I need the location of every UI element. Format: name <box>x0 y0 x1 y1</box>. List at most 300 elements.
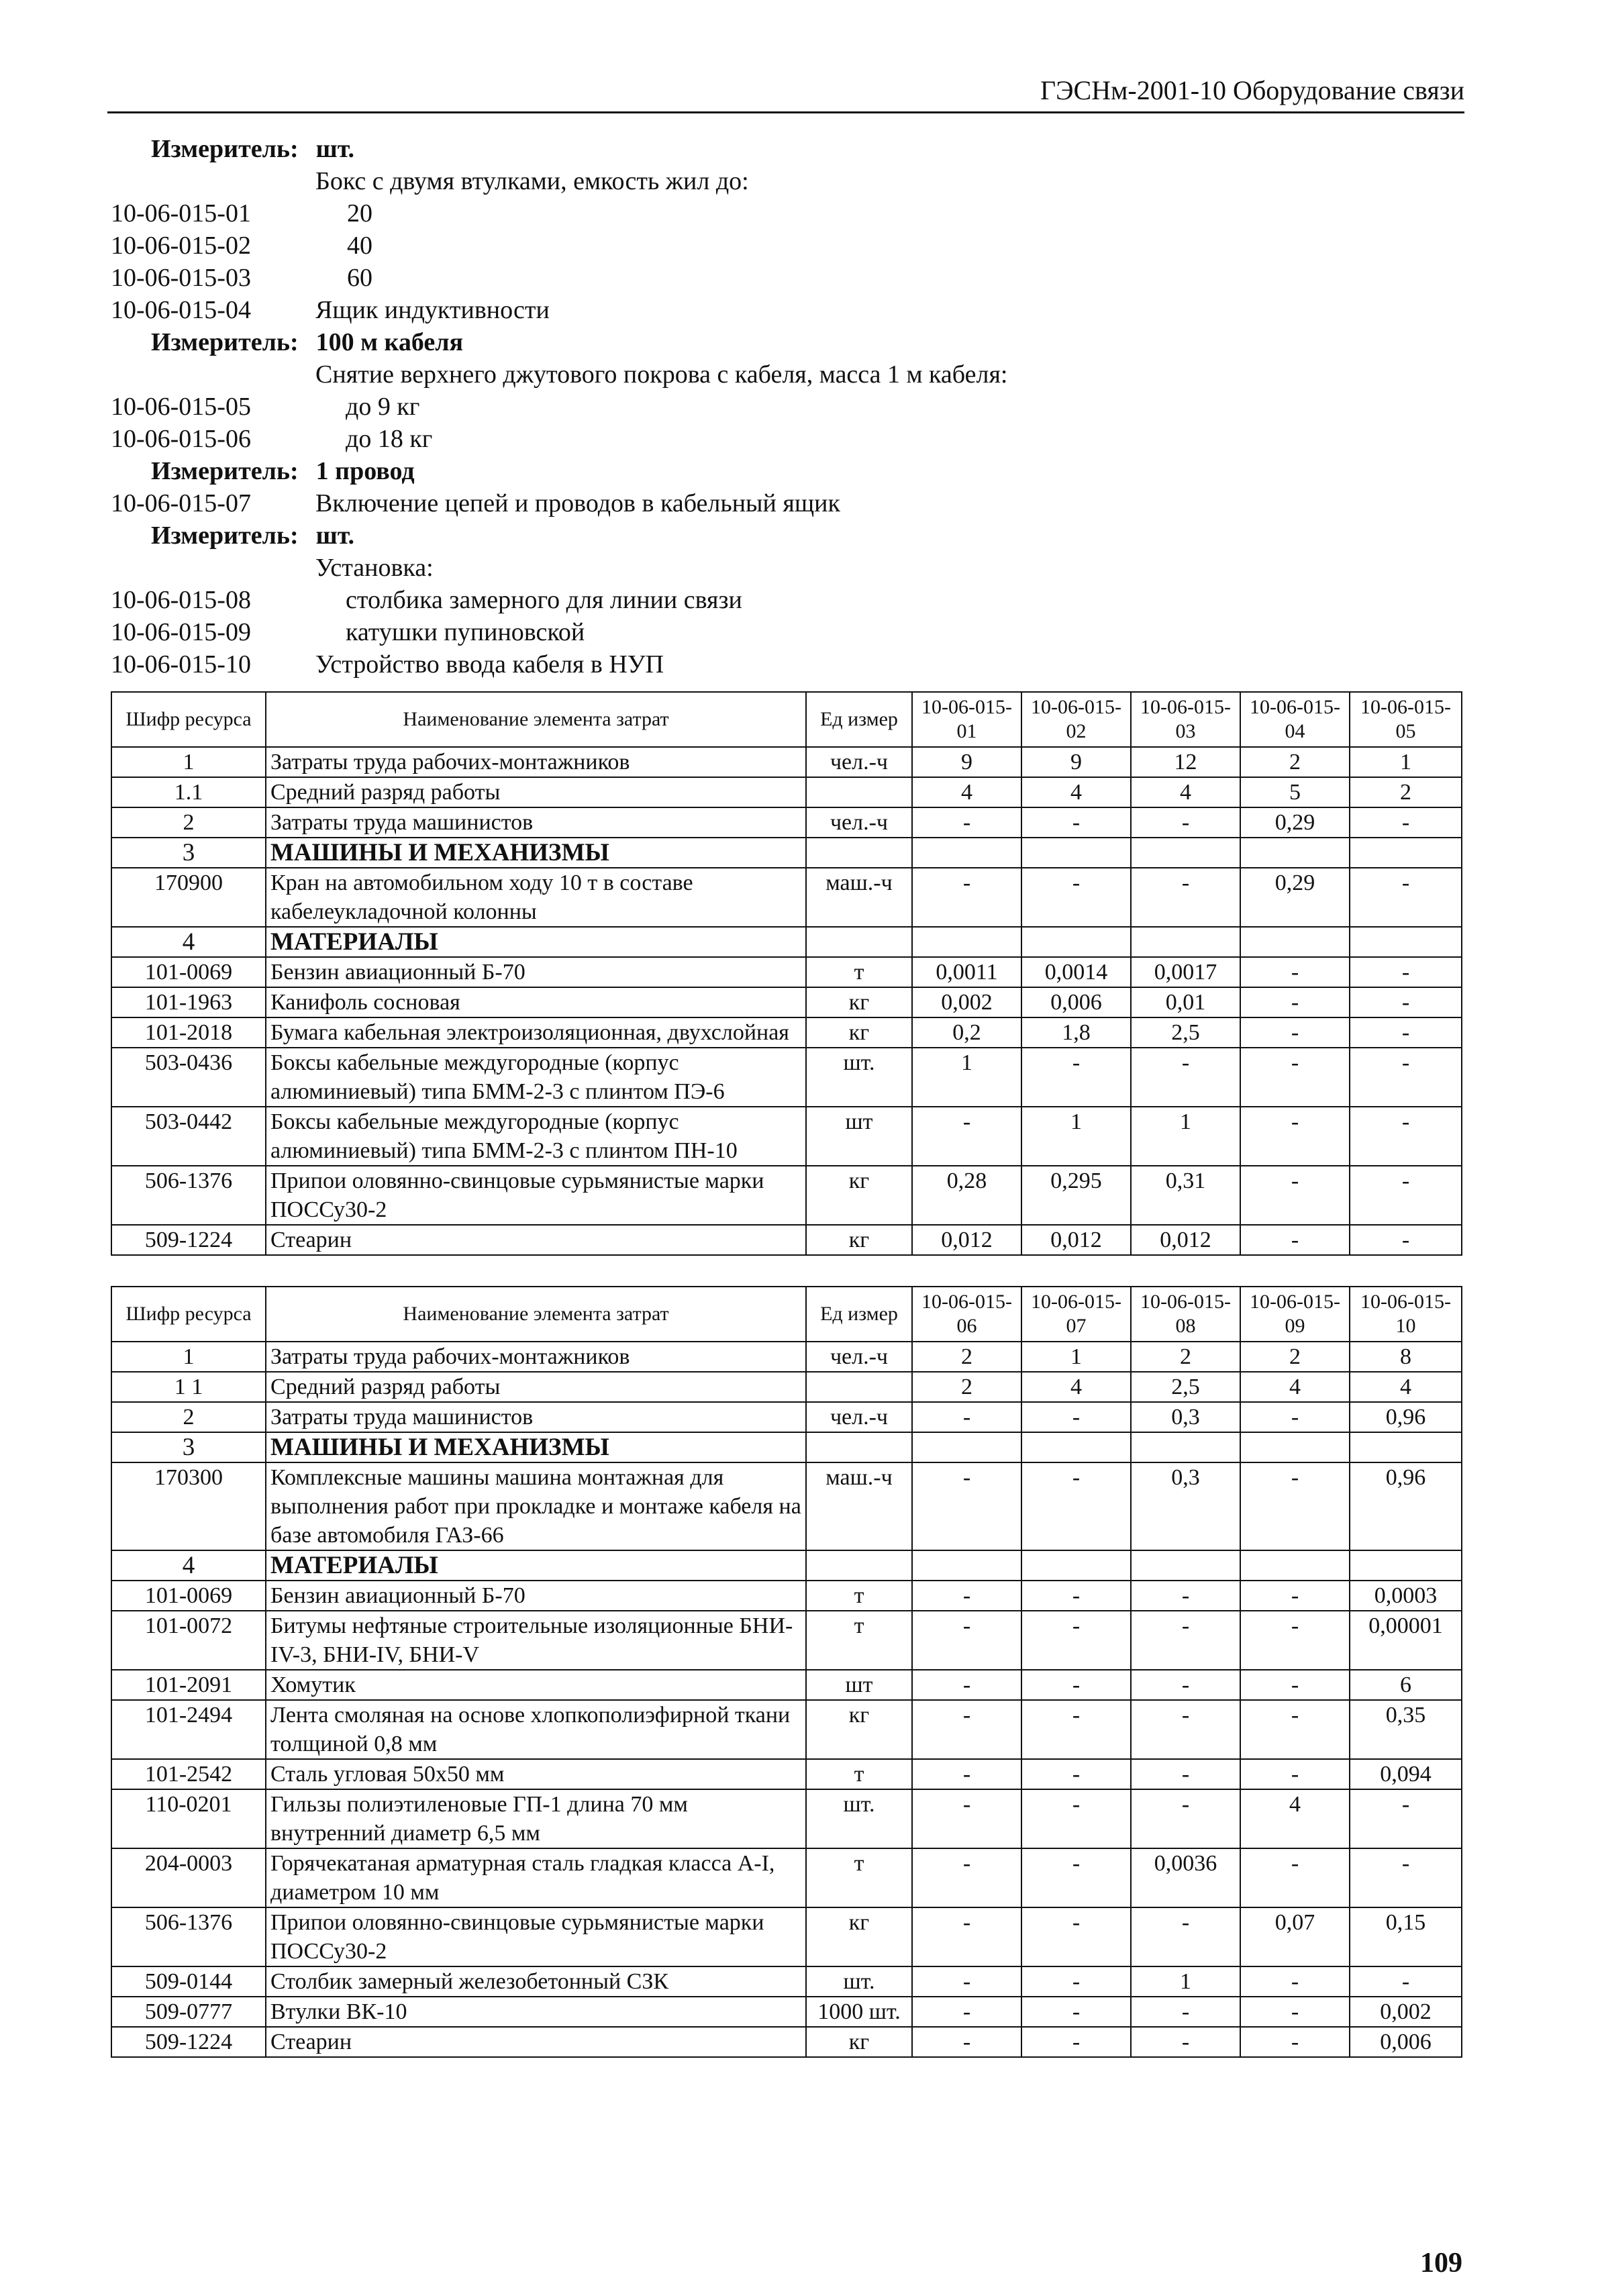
value-cell: 0,002 <box>1350 1997 1462 2027</box>
description-line <box>111 262 1446 294</box>
unit-cell: шт <box>806 1107 912 1166</box>
value-cell: 0,15 <box>1350 1907 1462 1966</box>
resource-name: МАТЕРИАЛЫ <box>266 927 806 957</box>
resource-name: Бензин авиационный Б-70 <box>266 957 806 987</box>
value-cell: 4 <box>1240 1372 1350 1402</box>
table-row <box>111 1166 1462 1225</box>
resource-table-1 <box>111 691 1462 1256</box>
table-header-row <box>111 692 1462 747</box>
value-cell: - <box>1021 1581 1131 1611</box>
unit-cell: чел.-ч <box>806 747 912 777</box>
value-cell: 0,006 <box>1021 987 1131 1017</box>
table-row <box>111 1107 1462 1166</box>
measure-unit-line <box>151 455 415 487</box>
value-cell <box>1021 1432 1131 1462</box>
unit-cell: кг <box>806 1907 912 1966</box>
value-cell: - <box>1350 868 1462 927</box>
value-cell: - <box>1021 1997 1131 2027</box>
value-cell: - <box>912 1966 1021 1997</box>
value-cell: - <box>1131 1611 1240 1670</box>
value-cell: 0,0014 <box>1021 957 1131 987</box>
value-cell <box>1240 927 1350 957</box>
value-cell: - <box>1240 1166 1350 1225</box>
work-code: 10-06-015-03 <box>111 264 251 292</box>
table-row <box>111 1966 1462 1997</box>
value-cell <box>1131 838 1240 868</box>
description-line <box>111 294 1446 326</box>
work-description: 40 <box>347 232 372 260</box>
unit-cell: кг <box>806 987 912 1017</box>
resource-code: 4 <box>111 1550 266 1581</box>
value-cell: - <box>1240 1848 1350 1907</box>
table-header-row <box>111 1287 1462 1342</box>
resource-name: Припои оловянно-свинцовые сурьмянистые марки ПОССу30-2 <box>266 1907 806 1966</box>
value-cell <box>1021 1550 1131 1581</box>
value-cell: 0,00001 <box>1350 1611 1462 1670</box>
description-line <box>111 326 1446 358</box>
value-cell <box>1240 1550 1350 1581</box>
resource-code: 2 <box>111 807 266 838</box>
work-description: столбика замерного для линии связи <box>346 586 742 614</box>
work-description: Бокс с двумя втулками, емкость жил до: <box>315 167 749 195</box>
resource-code: 101-2091 <box>111 1670 266 1700</box>
value-cell <box>1131 1432 1240 1462</box>
measure-label: Измеритель: <box>151 135 299 163</box>
resource-name: Средний разряд работы <box>266 777 806 807</box>
work-description: 20 <box>347 199 372 228</box>
unit-cell <box>806 777 912 807</box>
value-cell: - <box>1021 2027 1131 2057</box>
resource-name: Лента смоляная на основе хлопкополиэфирной ткани толщиной 0,8 мм <box>266 1700 806 1759</box>
table-row <box>111 1048 1462 1107</box>
description-line <box>111 391 1446 423</box>
work-description: 60 <box>347 264 372 292</box>
value-cell: - <box>1131 1789 1240 1848</box>
value-cell: - <box>912 1462 1021 1550</box>
value-cell: 2 <box>1240 1342 1350 1372</box>
resource-code: 170300 <box>111 1462 266 1550</box>
value-cell <box>1350 838 1462 868</box>
value-cell: 1 <box>1131 1107 1240 1166</box>
value-cell: 0,3 <box>1131 1462 1240 1550</box>
table-row <box>111 1017 1462 1048</box>
resource-code: 1 <box>111 747 266 777</box>
value-cell: 5 <box>1240 777 1350 807</box>
resource-name: Втулки ВК-10 <box>266 1997 806 2027</box>
unit-cell: 1000 шт. <box>806 1997 912 2027</box>
work-code: 10-06-015-08 <box>111 586 251 614</box>
unit-cell: чел.-ч <box>806 1402 912 1432</box>
unit-cell: т <box>806 957 912 987</box>
value-cell: - <box>1350 1225 1462 1255</box>
column-header: 10-06-015-06 <box>912 1287 1021 1342</box>
value-cell: - <box>1240 2027 1350 2057</box>
value-cell: 0,0036 <box>1131 1848 1240 1907</box>
value-cell: 0,29 <box>1240 868 1350 927</box>
table-row <box>111 1670 1462 1700</box>
unit-cell <box>806 1372 912 1402</box>
value-cell: - <box>1240 1107 1350 1166</box>
column-header: 10-06-015-04 <box>1240 692 1350 747</box>
value-cell <box>912 1550 1021 1581</box>
value-cell <box>912 927 1021 957</box>
value-cell: - <box>1240 1997 1350 2027</box>
page-number: 109 <box>1420 2248 1462 2279</box>
resource-code: 101-0069 <box>111 957 266 987</box>
unit-cell: шт. <box>806 1966 912 1997</box>
value-cell: 2 <box>1240 747 1350 777</box>
value-cell <box>1350 1550 1462 1581</box>
table-row <box>111 1759 1462 1789</box>
value-cell <box>1240 1432 1350 1462</box>
resource-name: Комплексные машины машина монтажная для выполнения работ при прокладке и монтаже кабеля на базе автомобиля ГАЗ-66 <box>266 1462 806 1550</box>
resource-code: 170900 <box>111 868 266 927</box>
resource-name: Сталь угловая 50х50 мм <box>266 1759 806 1789</box>
table-row <box>111 957 1462 987</box>
value-cell <box>1350 927 1462 957</box>
value-cell: - <box>1021 807 1131 838</box>
value-cell: - <box>1240 1581 1350 1611</box>
section-row <box>111 1432 1462 1462</box>
unit-cell: кг <box>806 1166 912 1225</box>
unit-cell: шт <box>806 1670 912 1700</box>
measure-unit-line <box>151 133 354 165</box>
value-cell: - <box>1021 1759 1131 1789</box>
value-cell: - <box>912 807 1021 838</box>
value-cell: - <box>1131 1581 1240 1611</box>
resource-name: Горячекатаная арматурная сталь гладкая класса А-I, диаметром 10 мм <box>266 1848 806 1907</box>
value-cell: 2,5 <box>1131 1372 1240 1402</box>
value-cell: 0,094 <box>1350 1759 1462 1789</box>
value-cell: - <box>1021 1966 1131 1997</box>
work-description: Включение цепей и проводов в кабельный ящик <box>315 489 840 517</box>
value-cell <box>1021 927 1131 957</box>
value-cell: 0,012 <box>912 1225 1021 1255</box>
column-header: Шифр ресурса <box>111 692 266 747</box>
description-line <box>111 616 1446 648</box>
column-header: 10-06-015-03 <box>1131 692 1240 747</box>
resource-name: Кран на автомобильном ходу 10 т в составе кабелеукладочной колонны <box>266 868 806 927</box>
work-description: Устройство ввода кабеля в НУП <box>315 650 664 679</box>
resource-name: Боксы кабельные междугородные (корпус алюминиевый) типа БММ-2-3 с плинтом ПН-10 <box>266 1107 806 1166</box>
work-code: 10-06-015-01 <box>111 199 251 228</box>
resource-code: 101-2018 <box>111 1017 266 1048</box>
resource-name: Битумы нефтяные строительные изоляционные БНИ-IV-3, БНИ-IV, БНИ-V <box>266 1611 806 1670</box>
value-cell: - <box>1240 1402 1350 1432</box>
section-row <box>111 838 1462 868</box>
value-cell: 0,295 <box>1021 1166 1131 1225</box>
table-row <box>111 868 1462 927</box>
resource-name: Гильзы полиэтиленовые ГП-1 длина 70 мм внутренний диаметр 6,5 мм <box>266 1789 806 1848</box>
resource-code: 509-0777 <box>111 1997 266 2027</box>
value-cell: - <box>912 1670 1021 1700</box>
value-cell: 0,3 <box>1131 1402 1240 1432</box>
work-code: 10-06-015-05 <box>111 393 251 421</box>
value-cell: 2 <box>912 1342 1021 1372</box>
description-line <box>111 648 1446 681</box>
description-line <box>111 584 1446 616</box>
value-cell: 0,96 <box>1350 1402 1462 1432</box>
value-cell: 0,0003 <box>1350 1581 1462 1611</box>
value-cell: - <box>1021 1789 1131 1848</box>
resource-code: 509-0144 <box>111 1966 266 1997</box>
value-cell: - <box>912 2027 1021 2057</box>
value-cell: - <box>1350 1789 1462 1848</box>
description-line <box>111 197 1446 230</box>
value-cell: - <box>1350 1048 1462 1107</box>
value-cell: - <box>1350 1166 1462 1225</box>
work-code: 10-06-015-06 <box>111 425 251 453</box>
description-line <box>111 230 1446 262</box>
value-cell: - <box>912 1907 1021 1966</box>
value-cell: 1,8 <box>1021 1017 1131 1048</box>
work-code: 10-06-015-04 <box>111 296 251 324</box>
value-cell: 1 <box>1021 1342 1131 1372</box>
resource-name: Стеарин <box>266 1225 806 1255</box>
table-row <box>111 1225 1462 1255</box>
value-cell: 6 <box>1350 1670 1462 1700</box>
value-cell: 0,0017 <box>1131 957 1240 987</box>
value-cell: 0,35 <box>1350 1700 1462 1759</box>
value-cell: - <box>1131 1048 1240 1107</box>
table-row <box>111 1402 1462 1432</box>
value-cell: 9 <box>1021 747 1131 777</box>
unit-cell: кг <box>806 1225 912 1255</box>
value-cell: 0,07 <box>1240 1907 1350 1966</box>
column-header: Шифр ресурса <box>111 1287 266 1342</box>
value-cell: 2 <box>1131 1342 1240 1372</box>
value-cell: 4 <box>1350 1372 1462 1402</box>
work-description: Снятие верхнего джутового покрова с кабеля, масса 1 м кабеля: <box>315 360 1008 389</box>
value-cell: - <box>1240 987 1350 1017</box>
value-cell <box>1350 1432 1462 1462</box>
value-cell: - <box>1350 807 1462 838</box>
column-header: 10-06-015-08 <box>1131 1287 1240 1342</box>
value-cell: 0,29 <box>1240 807 1350 838</box>
column-header: Наименование элемента затрат <box>266 1287 806 1342</box>
description-line <box>111 519 1446 552</box>
work-description-list <box>111 133 1446 681</box>
value-cell: 1 <box>912 1048 1021 1107</box>
section-row <box>111 1550 1462 1581</box>
value-cell: - <box>1021 1848 1131 1907</box>
column-header: 10-06-015-01 <box>912 692 1021 747</box>
table-row <box>111 1997 1462 2027</box>
value-cell: - <box>1240 1225 1350 1255</box>
description-line <box>111 165 1446 197</box>
resource-code: 1.1 <box>111 777 266 807</box>
value-cell: - <box>912 1848 1021 1907</box>
unit-cell: шт. <box>806 1048 912 1107</box>
value-cell <box>1131 1550 1240 1581</box>
description-line <box>111 455 1446 487</box>
page-header <box>107 72 1464 113</box>
value-cell: 1 <box>1350 747 1462 777</box>
value-cell <box>1131 927 1240 957</box>
column-header: 10-06-015-09 <box>1240 1287 1350 1342</box>
resource-name: Затраты труда рабочих-монтажников <box>266 1342 806 1372</box>
work-code: 10-06-015-02 <box>111 232 251 260</box>
value-cell: - <box>1350 1107 1462 1166</box>
value-cell: - <box>912 1581 1021 1611</box>
value-cell: 0,2 <box>912 1017 1021 1048</box>
unit-cell <box>806 1432 912 1462</box>
resource-code: 1 <box>111 1342 266 1372</box>
value-cell: - <box>1350 1848 1462 1907</box>
value-cell: 2,5 <box>1131 1017 1240 1048</box>
work-code: 10-06-015-07 <box>111 489 251 517</box>
table-row <box>111 987 1462 1017</box>
measure-label: Измеритель: <box>151 521 299 550</box>
value-cell: - <box>1240 1966 1350 1997</box>
value-cell: 0,28 <box>912 1166 1021 1225</box>
resource-code: 506-1376 <box>111 1166 266 1225</box>
resource-name: МАТЕРИАЛЫ <box>266 1550 806 1581</box>
value-cell: - <box>1240 1700 1350 1759</box>
header-title: ГЭСНм-2001-10 Оборудование связи <box>1040 75 1464 105</box>
description-line <box>111 487 1446 519</box>
measure-unit-line <box>151 519 354 552</box>
value-cell: - <box>1021 1048 1131 1107</box>
value-cell: - <box>912 1997 1021 2027</box>
table-row <box>111 1342 1462 1372</box>
value-cell: - <box>912 1759 1021 1789</box>
value-cell: - <box>1021 1907 1131 1966</box>
table-row <box>111 1848 1462 1907</box>
table-row <box>111 747 1462 777</box>
value-cell: - <box>1021 1611 1131 1670</box>
value-cell <box>912 1432 1021 1462</box>
resource-code: 110-0201 <box>111 1789 266 1848</box>
value-cell: - <box>912 1611 1021 1670</box>
value-cell: 12 <box>1131 747 1240 777</box>
resource-name: Бензин авиационный Б-70 <box>266 1581 806 1611</box>
value-cell: - <box>1240 1462 1350 1550</box>
value-cell: 9 <box>912 747 1021 777</box>
value-cell: 0,002 <box>912 987 1021 1017</box>
unit-cell: маш.-ч <box>806 868 912 927</box>
value-cell: - <box>1240 1611 1350 1670</box>
value-cell: 2 <box>912 1372 1021 1402</box>
measure-label: Измеритель: <box>151 457 299 485</box>
resource-code: 506-1376 <box>111 1907 266 1966</box>
value-cell: - <box>1021 868 1131 927</box>
value-cell: 0,31 <box>1131 1166 1240 1225</box>
value-cell: - <box>1240 1670 1350 1700</box>
value-cell: - <box>912 1107 1021 1166</box>
resource-name: Боксы кабельные междугородные (корпус алюминиевый) типа БММ-2-3 с плинтом ПЭ-6 <box>266 1048 806 1107</box>
table-row <box>111 1907 1462 1966</box>
table-row <box>111 807 1462 838</box>
value-cell: - <box>912 1402 1021 1432</box>
value-cell: - <box>1131 807 1240 838</box>
description-line <box>111 423 1446 455</box>
resource-code: 204-0003 <box>111 1848 266 1907</box>
value-cell: - <box>1131 1759 1240 1789</box>
resource-code: 509-1224 <box>111 1225 266 1255</box>
column-header: Ед измер <box>806 692 912 747</box>
table-row <box>111 1700 1462 1759</box>
resource-code: 509-1224 <box>111 2027 266 2057</box>
value-cell: - <box>1240 957 1350 987</box>
value-cell <box>1021 838 1131 868</box>
description-line <box>111 358 1446 391</box>
resource-code: 101-2494 <box>111 1700 266 1759</box>
value-cell: 0,01 <box>1131 987 1240 1017</box>
measure-unit-line <box>151 326 463 358</box>
value-cell: 8 <box>1350 1342 1462 1372</box>
value-cell: 4 <box>1021 1372 1131 1402</box>
value-cell: 2 <box>1350 777 1462 807</box>
column-header: Ед измер <box>806 1287 912 1342</box>
column-header: 10-06-015-05 <box>1350 692 1462 747</box>
unit-cell: маш.-ч <box>806 1462 912 1550</box>
resource-name: Столбик замерный железобетонный СЗК <box>266 1966 806 1997</box>
value-cell: 1 <box>1021 1107 1131 1166</box>
resource-code: 3 <box>111 1432 266 1462</box>
value-cell: - <box>1021 1462 1131 1550</box>
value-cell: 4 <box>1131 777 1240 807</box>
resource-name: Затраты труда рабочих-монтажников <box>266 747 806 777</box>
work-code: 10-06-015-10 <box>111 650 251 679</box>
value-cell: - <box>1131 2027 1240 2057</box>
resource-name: Канифоль сосновая <box>266 987 806 1017</box>
unit-cell <box>806 927 912 957</box>
work-description: Ящик индуктивности <box>315 296 550 324</box>
resource-code: 503-0442 <box>111 1107 266 1166</box>
unit-cell: кг <box>806 1700 912 1759</box>
resource-name: Затраты труда машинистов <box>266 1402 806 1432</box>
work-description: катушки пупиновской <box>346 618 585 646</box>
unit-cell: кг <box>806 1017 912 1048</box>
value-cell: - <box>1240 1759 1350 1789</box>
value-cell: - <box>912 868 1021 927</box>
section-row <box>111 927 1462 957</box>
measure-value: 1 провод <box>315 457 415 485</box>
value-cell: - <box>912 1789 1021 1848</box>
value-cell: 0,012 <box>1021 1225 1131 1255</box>
table-row <box>111 1581 1462 1611</box>
unit-cell <box>806 838 912 868</box>
resource-code: 2 <box>111 1402 266 1432</box>
value-cell: 4 <box>1021 777 1131 807</box>
table-row <box>111 1372 1462 1402</box>
unit-cell: кг <box>806 2027 912 2057</box>
resource-code: 4 <box>111 927 266 957</box>
resource-name: Хомутик <box>266 1670 806 1700</box>
column-header: 10-06-015-02 <box>1021 692 1131 747</box>
table-row <box>111 1611 1462 1670</box>
value-cell: - <box>1021 1670 1131 1700</box>
table-row <box>111 1462 1462 1550</box>
resource-code: 1 1 <box>111 1372 266 1402</box>
resource-code: 101-0072 <box>111 1611 266 1670</box>
value-cell: 4 <box>1240 1789 1350 1848</box>
resource-name: Стеарин <box>266 2027 806 2057</box>
value-cell: - <box>1131 1670 1240 1700</box>
work-description: до 18 кг <box>346 425 433 453</box>
table-row <box>111 2027 1462 2057</box>
value-cell <box>912 838 1021 868</box>
resource-name: МАШИНЫ И МЕХАНИЗМЫ <box>266 1432 806 1462</box>
resource-code: 101-0069 <box>111 1581 266 1611</box>
unit-cell: т <box>806 1759 912 1789</box>
resource-code: 101-2542 <box>111 1759 266 1789</box>
value-cell: - <box>1350 1017 1462 1048</box>
value-cell: 1 <box>1131 1966 1240 1997</box>
unit-cell: т <box>806 1581 912 1611</box>
resource-code: 503-0436 <box>111 1048 266 1107</box>
